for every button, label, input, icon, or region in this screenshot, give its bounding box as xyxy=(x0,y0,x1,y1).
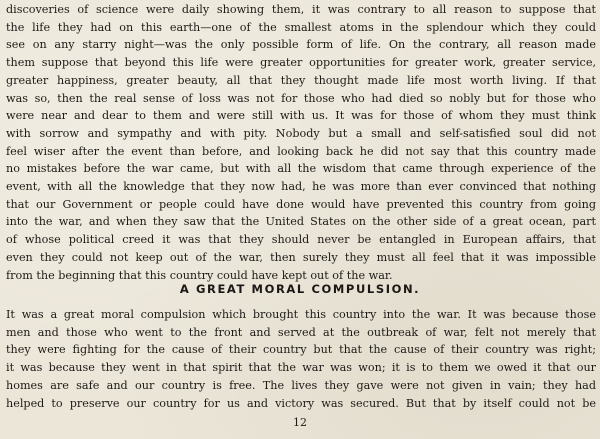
text-line: men and those who went to the front and served at the outbreak of war, felt not merely that xyxy=(6,325,596,339)
text-line: they were fighting for the cause of their country but that the cause of their country was right; xyxy=(6,343,596,357)
body-paragraph-1 xyxy=(6,1,596,284)
text-line: helped to preserve our country for us and victory was secured. But that by itself could not be xyxy=(6,396,596,410)
text-line: was so, then the real sense of loss was not for those who had died so nobly but for those who xyxy=(6,91,596,105)
text-line: them suppose that beyond this life were greater opportunities for greater work, greater service, xyxy=(6,56,596,70)
text-line: feel wiser after the event than before, and looking back he did not say that this country made xyxy=(6,144,596,158)
text-line: It was a great moral compulsion which brought this country into the war. It was because those xyxy=(6,308,596,321)
text-line: that our Government or people could have done would have prevented this country from going xyxy=(6,197,596,211)
text-line: the life they had on this earth—one of the smallest atoms in the splendour which they could xyxy=(6,20,596,34)
body-paragraph-2 xyxy=(6,306,596,412)
text-line: it was because they went in that spirit that the war was won; it is to them we owed it that our xyxy=(6,361,596,375)
text-line: even they could not keep out of the war, then surely they must all feel that it was impossible xyxy=(6,250,596,264)
section-heading: A GREAT MORAL COMPULSION. xyxy=(179,282,421,296)
text-line: see on any starry night—was the only possible form of life. On the contrary, all reason made xyxy=(6,38,596,52)
text-line: with sorrow and sympathy and with pity. Nobody but a small and self-satisfied soul did not xyxy=(6,126,596,140)
text-line: of whose political creed it was that they should never be entangled in European affairs, that xyxy=(6,233,596,247)
text-line: into the war, and when they saw that the United States on the other side of a great ocean, part xyxy=(6,215,596,229)
text-line: discoveries of science were daily showing them, it was contrary to all reason to suppose that xyxy=(6,3,596,16)
text-line: from the beginning that this country could have kept out of the war. xyxy=(6,268,393,282)
text-line: homes are safe and our country is free. The lives they gave were not given in vain; they had xyxy=(6,378,596,392)
text-line: greater happiness, greater beauty, all that they thought made life most worth living. If that xyxy=(6,73,596,87)
text-line: were near and dear to them and were still with us. It was for those of whom they must think xyxy=(6,109,596,123)
page-number: 12 xyxy=(293,416,307,429)
text-line: event, with all the knowledge that they now had, he was more than ever convinced that nothing xyxy=(6,180,596,194)
text-line: no mistakes before the war came, but with all the wisdom that came through experience of the xyxy=(6,162,596,176)
